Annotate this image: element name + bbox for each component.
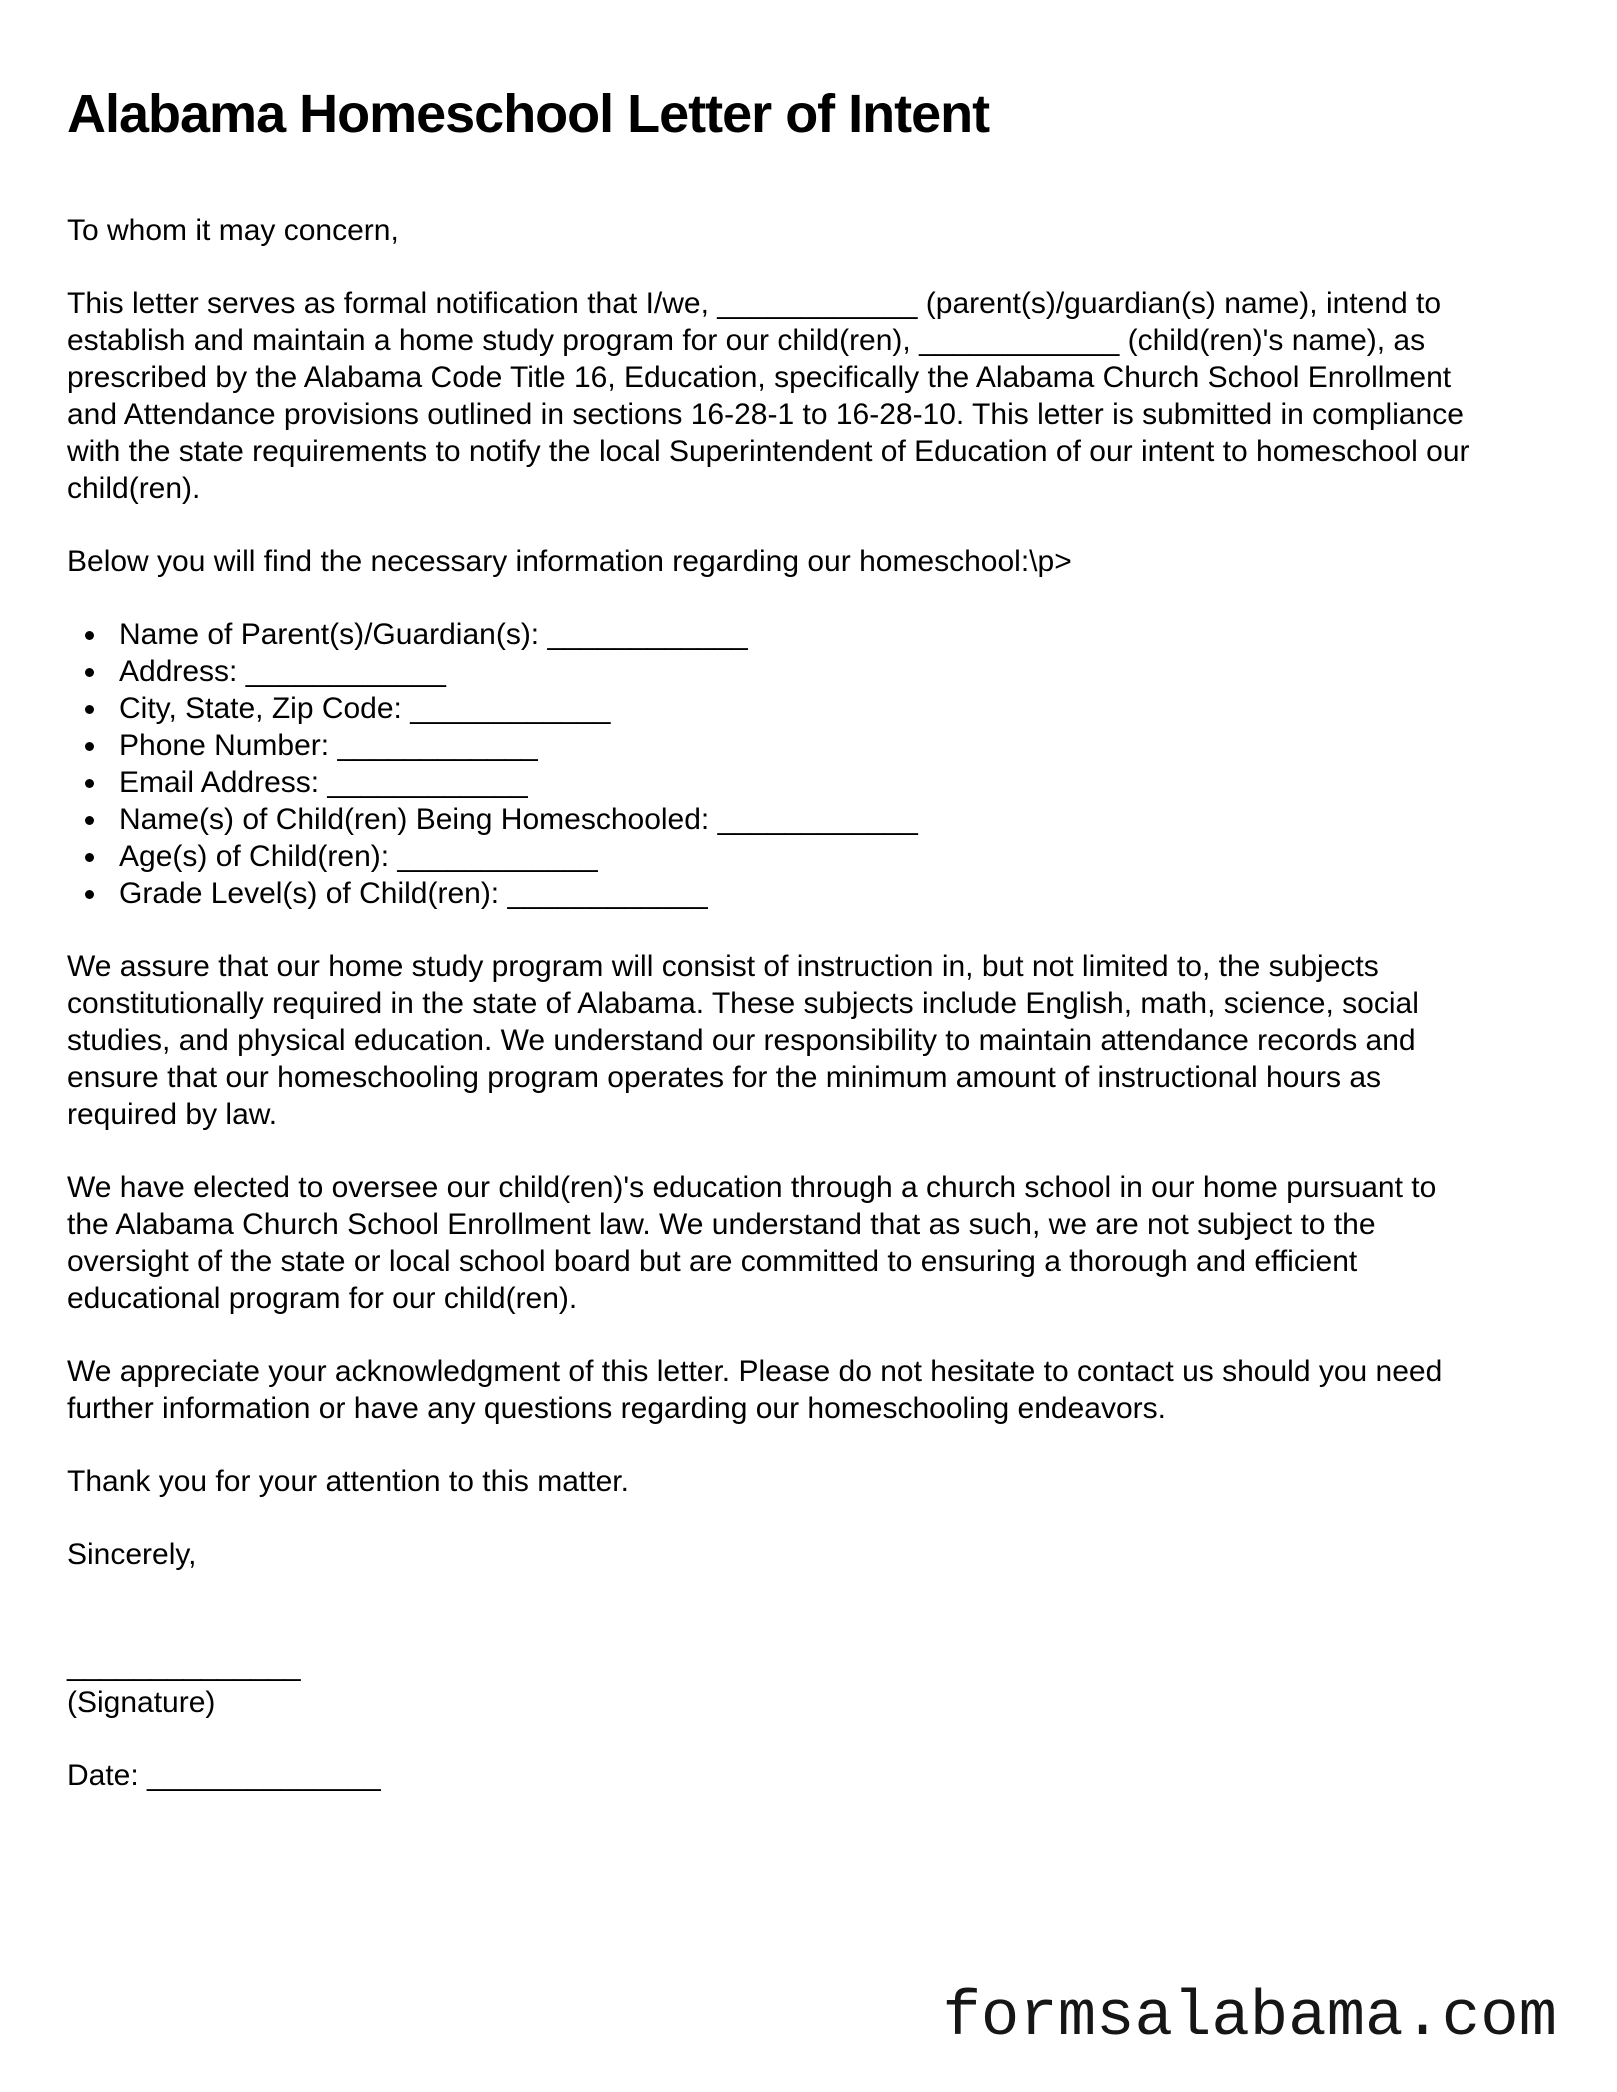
acknowledgment-paragraph: We appreciate your acknowledgment of this letter. Please do not hesitate to contact us should you need further information or have any questions regarding our homeschooling endeavors. bbox=[67, 1355, 1443, 1425]
signature-label: (Signature) bbox=[67, 1686, 216, 1719]
salutation: To whom it may concern, bbox=[67, 214, 399, 247]
signature-blank-line: ______________ bbox=[67, 1649, 301, 1682]
signature-block bbox=[67, 1647, 1477, 1721]
letter-content bbox=[67, 82, 1477, 1794]
list-item-phone: • Phone Number: ____________ bbox=[109, 727, 1477, 764]
church-school-paragraph: We have elected to oversee our child(ren)'s education through a church school in our home pursuant to the Alabama Church School Enrollment law. We understand that as such, we are not subject to the oversight of the state or local school board but are committed to ensuring a thorough and efficient educational program for our child(ren). bbox=[67, 1171, 1437, 1315]
list-item-parent-name: • Name of Parent(s)/Guardian(s): ____________ bbox=[109, 616, 1477, 653]
homeschool-info-list bbox=[67, 616, 1477, 912]
page-title: Alabama Homeschool Letter of Intent bbox=[67, 84, 990, 144]
thanks-paragraph: Thank you for your attention to this matter. bbox=[67, 1465, 629, 1498]
date-line: Date: ______________ bbox=[67, 1759, 381, 1792]
list-item-address: • Address: ____________ bbox=[109, 653, 1477, 690]
list-item-child-ages: • Age(s) of Child(ren): ____________ bbox=[109, 838, 1477, 875]
assurance-paragraph: We assure that our home study program will consist of instruction in, but not limited to, the subjects constitutionally required in the state of Alabama. These subjects include English, math, science, social studies, and physical education. We understand our responsibility to maintain attendance records and ensure that our homeschooling program operates for the minimum amount of instructional hours as required by law. bbox=[67, 950, 1419, 1131]
footer-site-name: formsalabama.com bbox=[942, 1982, 1557, 2054]
closing-salutation: Sincerely, bbox=[67, 1538, 197, 1571]
list-item-child-grades: • Grade Level(s) of Child(ren): ____________ bbox=[109, 875, 1477, 912]
list-item-child-names: • Name(s) of Child(ren) Being Homeschooled: ____________ bbox=[109, 801, 1477, 838]
intro-paragraph: This letter serves as formal notification that I/we, ____________ (parent(s)/guardian(s) name), intend to establish and maintain a home study program for our child(ren), ____________ (child(ren)'s name), as prescribed by the Alabama Code Title 16, Education, specifically the Alabama Church School Enrollment and Attendance provisions outlined in sections 16-28-1 to 16-28-10. This letter is submitted in compliance with the state requirements to notify the local Superintendent of Education of our intent to homeschool our child(ren). bbox=[67, 287, 1470, 505]
below-intro-paragraph: Below you will find the necessary information regarding our homeschool:\p> bbox=[67, 545, 1072, 578]
list-item-city-state-zip: • City, State, Zip Code: ____________ bbox=[109, 690, 1477, 727]
list-item-email: • Email Address: ____________ bbox=[109, 764, 1477, 801]
